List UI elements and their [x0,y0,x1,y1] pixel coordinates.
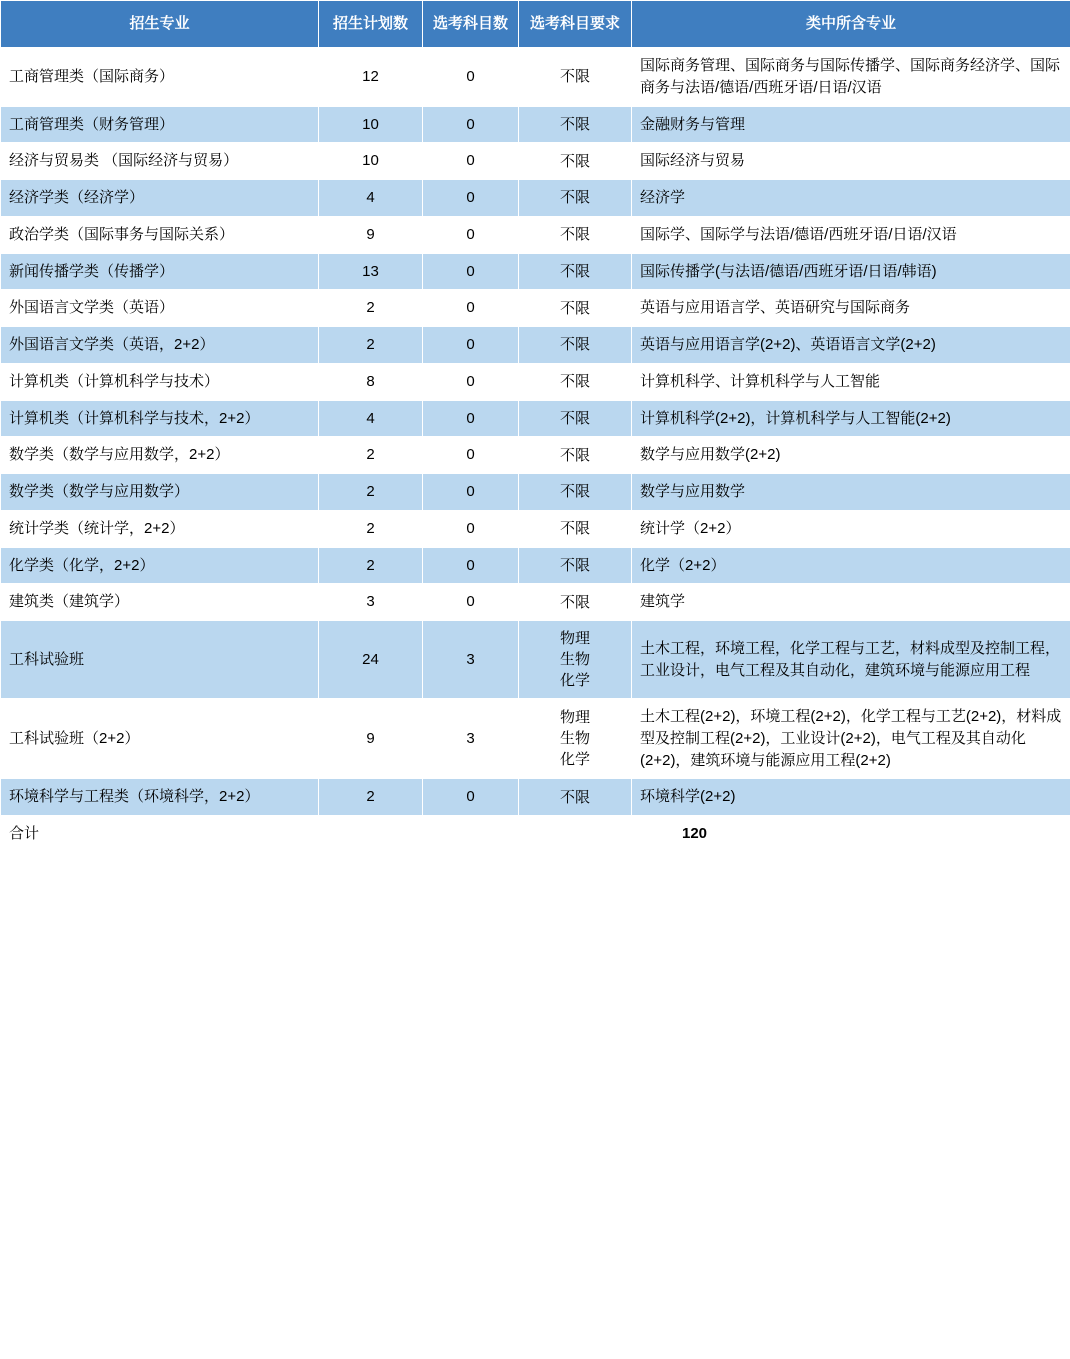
cell-major: 计算机类（计算机科学与技术，2+2） [1,400,319,437]
column-header-subject-requirement: 选考科目要求 [519,1,632,48]
table-row [1,584,1070,621]
cell-subject-requirement: 不限 [519,584,632,621]
cell-subject-count: 0 [423,253,519,290]
cell-major: 外国语言文学类（英语，2+2） [1,327,319,364]
cell-plan: 2 [319,290,423,327]
cell-major: 新闻传播学类（传播学） [1,253,319,290]
table-body [1,48,1070,816]
cell-included-majors: 经济学 [632,180,1070,217]
cell-subject-count: 0 [423,216,519,253]
column-header-subject-count: 选考科目数 [423,1,519,48]
table-row [1,253,1070,290]
cell-subject-count: 0 [423,106,519,143]
cell-included-majors: 土木工程(2+2)，环境工程(2+2)，化学工程与工艺(2+2)，材料成型及控制工程(2+2)，工业设计(2+2)，电气工程及其自动化(2+2)，建筑环境与能源应用工程(2+2) [632,699,1070,779]
cell-included-majors: 环境科学(2+2) [632,779,1070,816]
cell-subject-count: 0 [423,510,519,547]
table-row [1,547,1070,584]
cell-subject-requirement: 不限 [519,106,632,143]
cell-subject-count: 3 [423,699,519,779]
table-row [1,699,1070,779]
cell-subject-count: 0 [423,400,519,437]
cell-included-majors: 国际商务管理、国际商务与国际传播学、国际商务经济学、国际商务与法语/德语/西班牙语/日语/汉语 [632,48,1070,107]
cell-plan: 2 [319,437,423,474]
cell-included-majors: 国际学、国际学与法语/德语/西班牙语/日语/汉语 [632,216,1070,253]
cell-plan: 4 [319,180,423,217]
table-row [1,437,1070,474]
cell-subject-count: 0 [423,180,519,217]
cell-plan: 2 [319,779,423,816]
column-header-included-majors: 类中所含专业 [632,1,1070,48]
table-header [1,1,1070,48]
table-row [1,327,1070,364]
cell-major: 建筑类（建筑学） [1,584,319,621]
cell-included-majors: 国际经济与贸易 [632,143,1070,180]
cell-plan: 12 [319,48,423,107]
table-row [1,474,1070,511]
cell-included-majors: 计算机科学(2+2)，计算机科学与人工智能(2+2) [632,400,1070,437]
total-label: 合计 [1,816,319,853]
cell-subject-requirement: 不限 [519,437,632,474]
cell-subject-requirement: 不限 [519,363,632,400]
cell-major: 工科试验班（2+2） [1,699,319,779]
cell-subject-requirement: 不限 [519,180,632,217]
cell-subject-requirement: 物理 生物 化学 [519,699,632,779]
cell-subject-requirement: 不限 [519,143,632,180]
table-row [1,621,1070,699]
header-row [1,1,1070,48]
cell-plan: 9 [319,216,423,253]
cell-plan: 13 [319,253,423,290]
total-value: 120 [319,816,1070,853]
cell-subject-count: 0 [423,474,519,511]
cell-subject-count: 0 [423,584,519,621]
cell-major: 外国语言文学类（英语） [1,290,319,327]
cell-plan: 10 [319,106,423,143]
cell-subject-count: 0 [423,327,519,364]
column-header-major: 招生专业 [1,1,319,48]
cell-subject-count: 0 [423,547,519,584]
cell-subject-requirement: 不限 [519,510,632,547]
cell-major: 经济学类（经济学） [1,180,319,217]
table-row [1,48,1070,107]
cell-included-majors: 英语与应用语言学(2+2)、英语语言文学(2+2) [632,327,1070,364]
cell-subject-count: 0 [423,143,519,180]
cell-major: 工商管理类（国际商务） [1,48,319,107]
table-row [1,180,1070,217]
cell-included-majors: 统计学（2+2） [632,510,1070,547]
cell-subject-requirement: 不限 [519,400,632,437]
cell-included-majors: 数学与应用数学(2+2) [632,437,1070,474]
table-row [1,216,1070,253]
cell-plan: 2 [319,327,423,364]
table-row [1,290,1070,327]
cell-major: 工商管理类（财务管理） [1,106,319,143]
cell-subject-count: 0 [423,48,519,107]
cell-plan: 24 [319,621,423,699]
table-row [1,779,1070,816]
cell-plan: 4 [319,400,423,437]
cell-major: 工科试验班 [1,621,319,699]
table-row [1,143,1070,180]
cell-major: 化学类（化学，2+2） [1,547,319,584]
cell-subject-count: 3 [423,621,519,699]
table-footer [1,816,1070,853]
cell-subject-count: 0 [423,290,519,327]
cell-major: 政治学类（国际事务与国际关系） [1,216,319,253]
total-row [1,816,1070,853]
cell-plan: 10 [319,143,423,180]
cell-plan: 3 [319,584,423,621]
cell-subject-count: 0 [423,363,519,400]
cell-major: 统计学类（统计学，2+2） [1,510,319,547]
cell-major: 数学类（数学与应用数学，2+2） [1,437,319,474]
cell-included-majors: 金融财务与管理 [632,106,1070,143]
cell-subject-requirement: 不限 [519,474,632,511]
cell-included-majors: 计算机科学、计算机科学与人工智能 [632,363,1070,400]
cell-subject-requirement: 不限 [519,290,632,327]
table-row [1,510,1070,547]
table-row [1,106,1070,143]
cell-major: 环境科学与工程类（环境科学，2+2） [1,779,319,816]
table-row [1,400,1070,437]
table-row [1,363,1070,400]
cell-included-majors: 数学与应用数学 [632,474,1070,511]
cell-subject-requirement: 不限 [519,779,632,816]
cell-major: 经济与贸易类 （国际经济与贸易） [1,143,319,180]
cell-plan: 9 [319,699,423,779]
cell-subject-requirement: 物理 生物 化学 [519,621,632,699]
cell-plan: 2 [319,474,423,511]
cell-subject-requirement: 不限 [519,253,632,290]
cell-major: 计算机类（计算机科学与技术） [1,363,319,400]
cell-included-majors: 土木工程，环境工程，化学工程与工艺，材料成型及控制工程，工业设计，电气工程及其自动化，建筑环境与能源应用工程 [632,621,1070,699]
cell-subject-requirement: 不限 [519,48,632,107]
cell-included-majors: 国际传播学(与法语/德语/西班牙语/日语/韩语) [632,253,1070,290]
column-header-plan: 招生计划数 [319,1,423,48]
cell-plan: 8 [319,363,423,400]
cell-included-majors: 化学（2+2） [632,547,1070,584]
cell-subject-count: 0 [423,779,519,816]
cell-plan: 2 [319,547,423,584]
cell-included-majors: 英语与应用语言学、英语研究与国际商务 [632,290,1070,327]
cell-included-majors: 建筑学 [632,584,1070,621]
cell-major: 数学类（数学与应用数学） [1,474,319,511]
cell-plan: 2 [319,510,423,547]
cell-subject-count: 0 [423,437,519,474]
cell-subject-requirement: 不限 [519,327,632,364]
cell-subject-requirement: 不限 [519,547,632,584]
cell-subject-requirement: 不限 [519,216,632,253]
